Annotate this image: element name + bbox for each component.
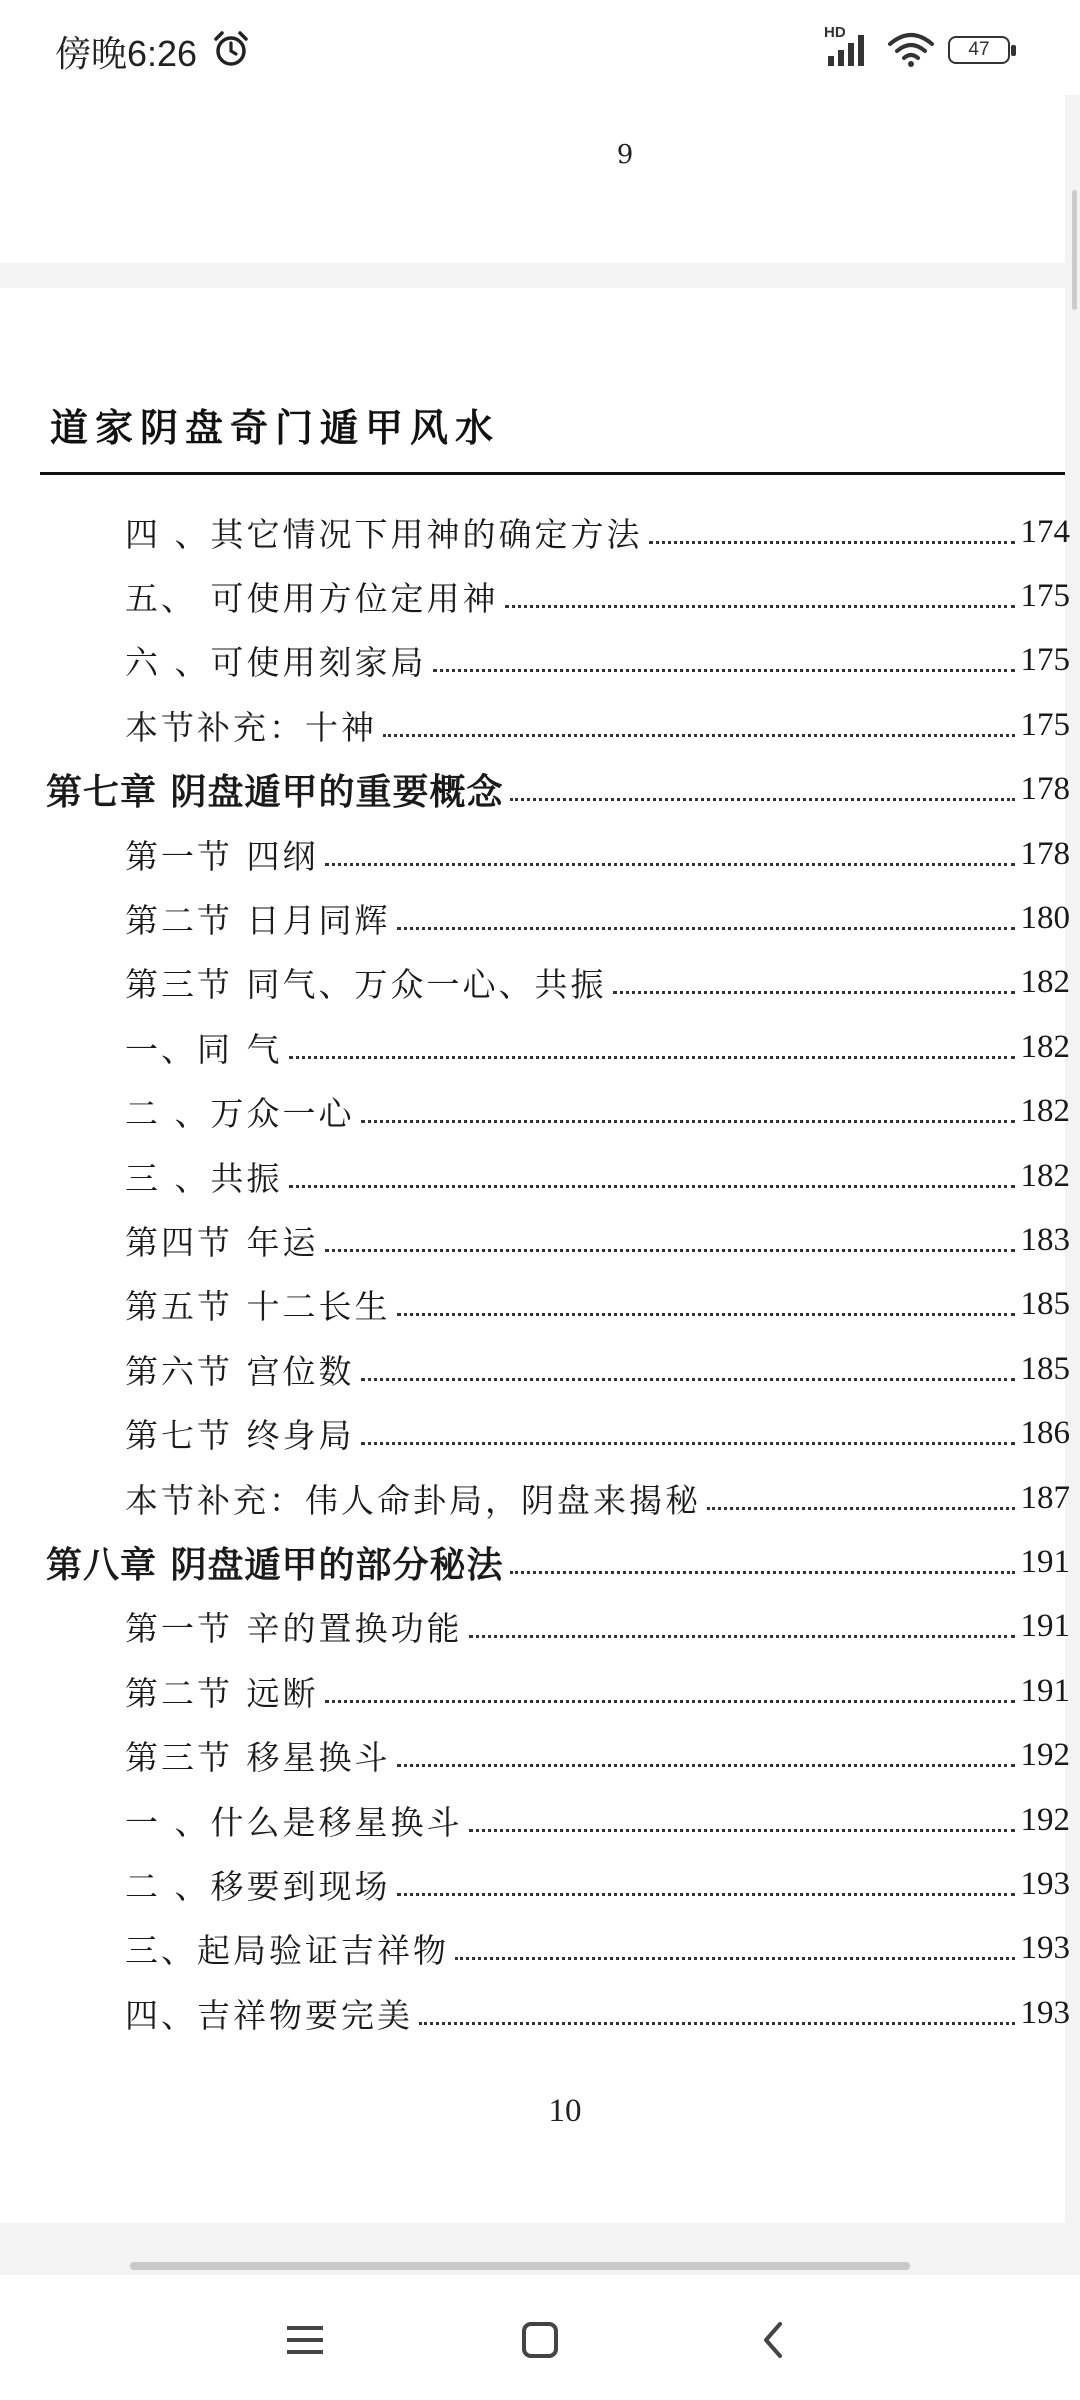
status-time: 傍晚6:26 xyxy=(55,33,198,74)
wifi-icon xyxy=(886,30,936,70)
toc-section-entry[interactable] xyxy=(0,1981,1080,2045)
toc-entry-label: 四 、其它情况下用神的确定方法 xyxy=(125,514,643,554)
toc-section-entry[interactable] xyxy=(0,564,1080,628)
title-divider xyxy=(40,472,1065,475)
toc-section-entry[interactable] xyxy=(0,1659,1080,1723)
toc-section-entry[interactable] xyxy=(0,1337,1080,1401)
toc-entry-label: 第二节 远断 xyxy=(125,1673,319,1713)
toc-entry-label: 二 、万众一心 xyxy=(125,1094,355,1134)
toc-entry-label: 第五节 十二长生 xyxy=(125,1287,391,1327)
toc-chapter-entry[interactable] xyxy=(0,1530,1080,1594)
navigation-bar xyxy=(0,2275,1080,2400)
toc-dot-leader xyxy=(433,669,1015,672)
toc-dot-leader xyxy=(613,991,1015,994)
toc-dot-leader xyxy=(469,1635,1015,1638)
toc-section-entry[interactable] xyxy=(0,1015,1080,1079)
toc-entry-page: 178 xyxy=(1020,835,1070,872)
status-bar xyxy=(0,0,1080,95)
toc-entry-page: 175 xyxy=(1020,706,1070,743)
toc-dot-leader xyxy=(325,1249,1015,1252)
toc-entry-label: 第二节 日月同辉 xyxy=(125,901,391,941)
home-icon xyxy=(520,2320,560,2360)
toc-entry-page: 182 xyxy=(1020,1028,1070,1065)
toc-dot-leader xyxy=(325,1700,1015,1703)
toc-entry-page: 175 xyxy=(1020,642,1070,679)
toc-dot-leader xyxy=(707,1507,1015,1510)
toc-entry-label: 第八章 阴盘遁甲的部分秘法 xyxy=(46,1544,504,1586)
toc-section-entry[interactable] xyxy=(0,1917,1080,1981)
toc-section-entry[interactable] xyxy=(0,886,1080,950)
toc-entry-page: 182 xyxy=(1020,964,1070,1001)
toc-dot-leader xyxy=(455,1957,1015,1960)
toc-entry-label: 四、吉祥物要完美 xyxy=(125,1995,413,2035)
toc-entry-page: 178 xyxy=(1020,771,1070,808)
toc-entry-page: 193 xyxy=(1020,1930,1070,1967)
home-button[interactable] xyxy=(505,2305,575,2375)
toc-entry-label: 第七章 阴盘遁甲的重要概念 xyxy=(46,772,504,814)
toc-entry-label: 五、 可使用方位定用神 xyxy=(125,579,499,619)
toc-dot-leader xyxy=(397,1764,1015,1767)
toc-entry-page: 182 xyxy=(1020,1157,1070,1194)
toc-section-entry[interactable] xyxy=(0,822,1080,886)
toc-section-entry[interactable] xyxy=(0,951,1080,1015)
toc-entry-label: 本节补充：伟人命卦局，阴盘来揭秘 xyxy=(125,1480,701,1520)
book-title: 道家阴盘奇门遁甲风水 xyxy=(50,405,501,450)
toc-entry-label: 二 、移要到现场 xyxy=(125,1866,391,1906)
toc-dot-leader xyxy=(289,1185,1015,1188)
toc-entry-label: 第三节 移星换斗 xyxy=(125,1738,391,1778)
toc-dot-leader xyxy=(397,1893,1015,1896)
page-number-top: 9 xyxy=(616,140,634,170)
toc-dot-leader xyxy=(510,798,1015,801)
toc-entry-page: 191 xyxy=(1020,1672,1070,1709)
toc-dot-leader xyxy=(469,1829,1015,1832)
toc-dot-leader xyxy=(361,1378,1015,1381)
toc-entry-page: 191 xyxy=(1020,1608,1070,1645)
toc-entry-label: 第七节 终身局 xyxy=(125,1416,355,1456)
toc-entry-label: 三、起局验证吉祥物 xyxy=(125,1931,449,1971)
toc-section-entry[interactable] xyxy=(0,1595,1080,1659)
menu-button[interactable] xyxy=(270,2305,340,2375)
toc-section-entry[interactable] xyxy=(0,1723,1080,1787)
toc-entry-label: 第一节 辛的置换功能 xyxy=(125,1609,463,1649)
toc-entry-label: 本节补充：十神 xyxy=(125,707,377,747)
toc-entry-label: 六 、可使用刻家局 xyxy=(125,643,427,683)
toc-dot-leader xyxy=(397,927,1015,930)
toc-dot-leader xyxy=(505,605,1015,608)
toc-section-entry[interactable] xyxy=(0,500,1080,564)
toc-entry-label: 一 、什么是移星换斗 xyxy=(125,1802,463,1842)
vertical-scroll-indicator[interactable] xyxy=(1072,190,1077,310)
previous-page xyxy=(0,95,1065,263)
toc-entry-page: 180 xyxy=(1020,900,1070,937)
horizontal-scrollbar[interactable] xyxy=(130,2262,910,2270)
toc-dot-leader xyxy=(361,1442,1015,1445)
network-label: HD xyxy=(824,24,846,41)
toc-chapter-entry[interactable] xyxy=(0,758,1080,822)
toc-section-entry[interactable] xyxy=(0,1466,1080,1530)
toc-entry-page: 183 xyxy=(1020,1221,1070,1258)
toc-section-entry[interactable] xyxy=(0,693,1080,757)
toc-entry-page: 186 xyxy=(1020,1415,1070,1452)
toc-dot-leader xyxy=(397,1313,1015,1316)
toc-section-entry[interactable] xyxy=(0,1208,1080,1272)
toc-entry-page: 187 xyxy=(1020,1479,1070,1516)
battery-level: 47 xyxy=(968,39,990,60)
toc-dot-leader xyxy=(649,541,1015,544)
table-of-contents xyxy=(0,500,1080,2045)
back-icon xyxy=(758,2320,788,2360)
alarm-icon xyxy=(212,30,250,68)
signal-icon xyxy=(824,24,876,70)
toc-dot-leader xyxy=(419,2022,1015,2025)
toc-dot-leader xyxy=(289,1056,1015,1059)
toc-dot-leader xyxy=(325,863,1015,866)
toc-entry-page: 185 xyxy=(1020,1286,1070,1323)
toc-entry-page: 175 xyxy=(1020,578,1070,615)
toc-entry-page: 193 xyxy=(1020,1994,1070,2031)
toc-section-entry[interactable] xyxy=(0,1852,1080,1916)
toc-entry-page: 193 xyxy=(1020,1865,1070,1902)
toc-entry-page: 185 xyxy=(1020,1350,1070,1387)
toc-dot-leader xyxy=(383,734,1015,737)
toc-entry-page: 174 xyxy=(1020,513,1070,550)
toc-section-entry[interactable] xyxy=(0,1080,1080,1144)
toc-section-entry[interactable] xyxy=(0,1788,1080,1852)
toc-entry-label: 第六节 宫位数 xyxy=(125,1351,355,1391)
toc-entry-page: 192 xyxy=(1020,1737,1070,1774)
toc-entry-page: 192 xyxy=(1020,1801,1070,1838)
toc-section-entry[interactable] xyxy=(0,1273,1080,1337)
toc-section-entry[interactable] xyxy=(0,629,1080,693)
toc-entry-label: 三 、共振 xyxy=(125,1158,283,1198)
menu-icon xyxy=(285,2323,325,2357)
toc-dot-leader xyxy=(361,1120,1015,1123)
toc-section-entry[interactable] xyxy=(0,1401,1080,1465)
back-button[interactable] xyxy=(738,2305,808,2375)
page-number-bottom: 10 xyxy=(548,2093,582,2129)
battery-icon xyxy=(948,36,1020,68)
toc-entry-label: 第四节 年运 xyxy=(125,1222,319,1262)
toc-entry-page: 182 xyxy=(1020,1093,1070,1130)
toc-section-entry[interactable] xyxy=(0,1144,1080,1208)
toc-entry-label: 第三节 同气、万众一心、共振 xyxy=(125,965,607,1005)
toc-entry-label: 一、同 气 xyxy=(125,1029,283,1069)
toc-entry-label: 第一节 四纲 xyxy=(125,836,319,876)
toc-entry-page: 191 xyxy=(1020,1543,1070,1580)
toc-dot-leader xyxy=(510,1571,1015,1574)
